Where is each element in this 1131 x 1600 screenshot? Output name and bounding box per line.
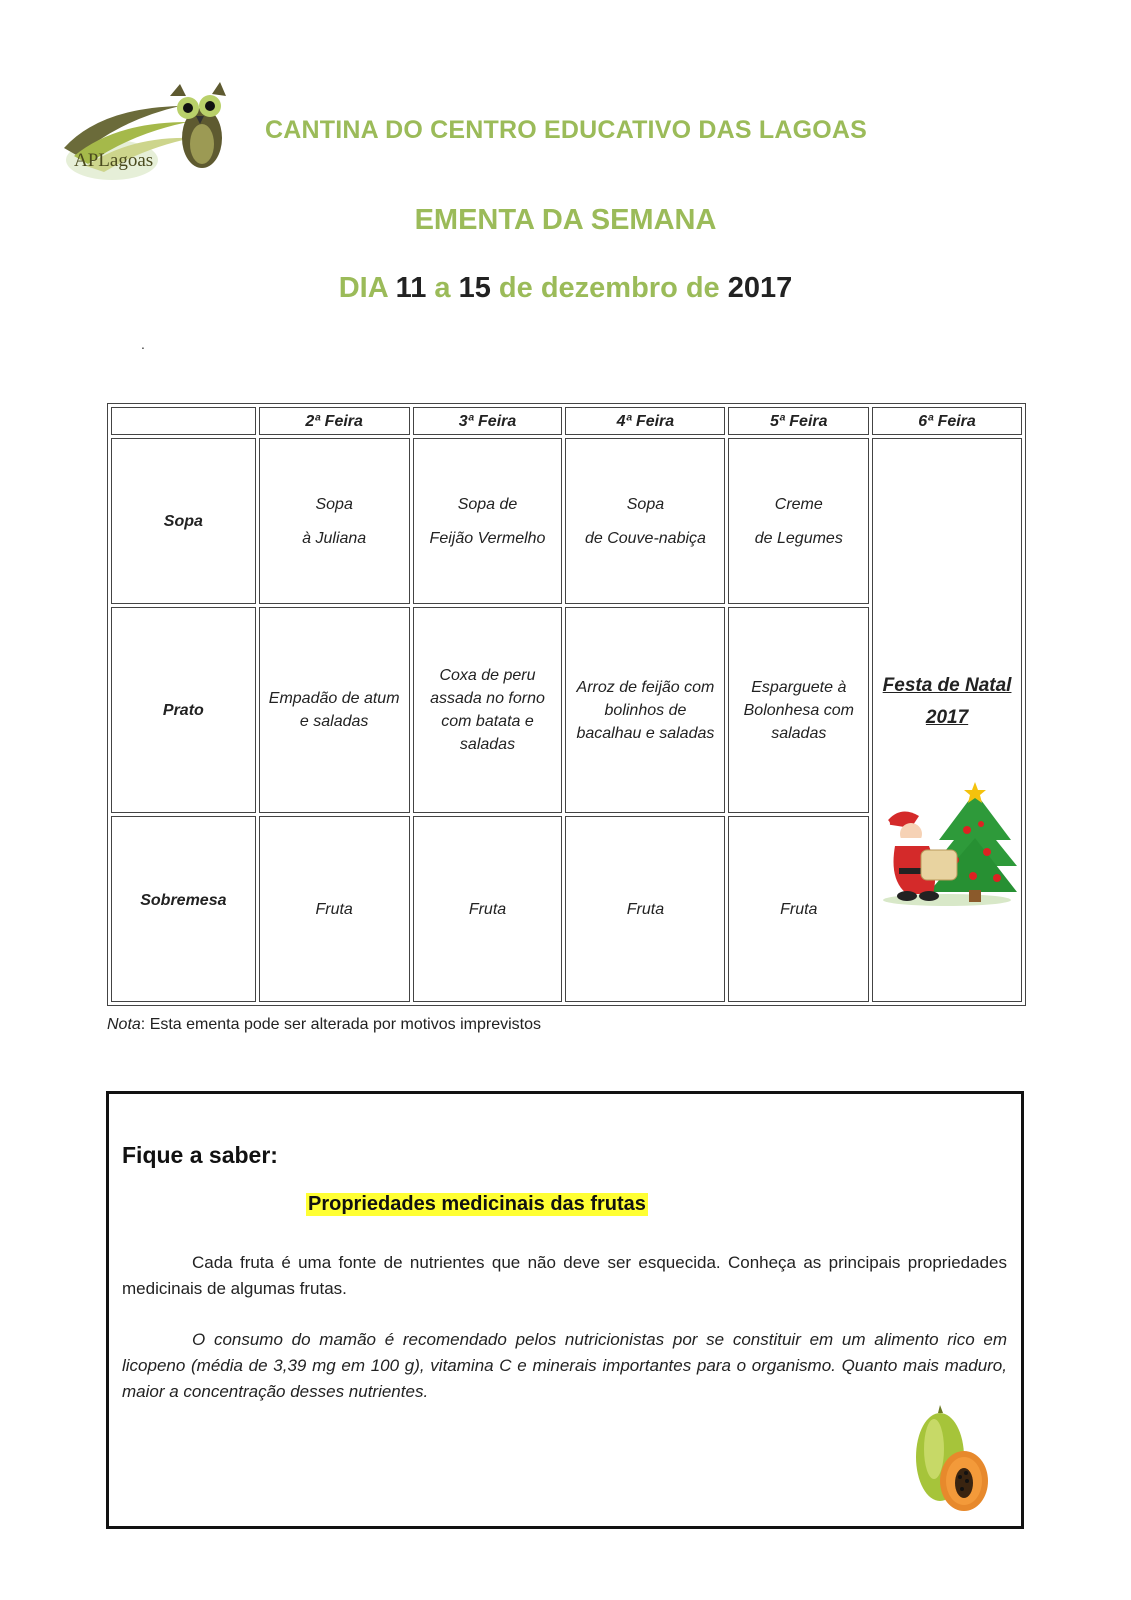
prato-cell: Arroz de feijão com bolinhos de bacalhau e saladas bbox=[565, 607, 725, 813]
aplagoas-logo bbox=[60, 78, 235, 188]
date-connector: a bbox=[426, 272, 459, 304]
note-label: Nota bbox=[107, 1016, 141, 1033]
day-header: 2ª Feira bbox=[259, 407, 410, 435]
date-prefix: DIA bbox=[338, 272, 396, 304]
sopa-line-2: Feijão Vermelho bbox=[429, 529, 546, 547]
row-label-sopa: Sopa bbox=[111, 438, 256, 604]
school-name: CANTINA DO CENTRO EDUCATIVO DAS LAGOAS bbox=[265, 116, 868, 144]
sopa-line-2: de Couve-nabiça bbox=[584, 529, 706, 547]
day-header: 5ª Feira bbox=[728, 407, 869, 435]
info-paragraph-1 bbox=[122, 1250, 1007, 1302]
prato-cell: Coxa de peru assada no forno com batata e saladas bbox=[413, 607, 563, 813]
papaya-icon bbox=[910, 1405, 992, 1515]
sopa-line-2: à Juliana bbox=[302, 529, 367, 547]
table-header-row bbox=[111, 407, 1022, 435]
info-heading: Fique a saber: bbox=[122, 1142, 278, 1168]
date-month: de dezembro de bbox=[490, 272, 728, 304]
sobremesa-cell: Fruta bbox=[728, 816, 869, 1002]
sopa-cell bbox=[728, 438, 869, 604]
sopa-line-1: Creme bbox=[774, 495, 823, 513]
christmas-santa-tree-icon bbox=[877, 780, 1017, 908]
prato-cell: Esparguete à Bolonhesa com saladas bbox=[728, 607, 869, 813]
info-paragraph-2 bbox=[122, 1327, 1007, 1405]
date-range bbox=[0, 272, 1131, 305]
row-label-prato: Prato bbox=[111, 607, 256, 813]
paragraph-2-text: O consumo do mamão é recomendado pelos nutricionistas por se constituir em um alimento rico em licopeno (média de 3,39 mg em 100 g), vitamina C e minerais importantes para o organismo. Quanto mais maduro, maior a concentração desses nutrientes. bbox=[122, 1330, 1007, 1401]
date-year: 2017 bbox=[727, 272, 793, 304]
sopa-line-1: Sopa bbox=[315, 495, 353, 513]
sopa-cell bbox=[259, 438, 410, 604]
day-header: 3ª Feira bbox=[413, 407, 563, 435]
stray-dot: . bbox=[141, 336, 145, 352]
sopa-line-2: de Legumes bbox=[754, 529, 843, 547]
sopa-line-1: Sopa de bbox=[457, 495, 518, 513]
corner-cell bbox=[111, 407, 256, 435]
friday-event-cell bbox=[872, 438, 1022, 1002]
prato-cell: Empadão de atum e saladas bbox=[259, 607, 410, 813]
day-header: 4ª Feira bbox=[565, 407, 725, 435]
sopa-cell bbox=[565, 438, 725, 604]
sopa-cell bbox=[413, 438, 563, 604]
note-text: : Esta ementa pode ser alterada por motivos imprevistos bbox=[140, 1016, 541, 1033]
sobremesa-cell: Fruta bbox=[259, 816, 410, 1002]
logo-text: APLagoas bbox=[74, 150, 154, 171]
row-label-sobremesa: Sobremesa bbox=[111, 816, 256, 1002]
table-row-sopa bbox=[111, 438, 1022, 604]
date-start-day: 11 bbox=[395, 272, 427, 304]
page-title: EMENTA DA SEMANA bbox=[414, 204, 717, 236]
sobremesa-cell: Fruta bbox=[565, 816, 725, 1002]
menu-note bbox=[107, 1016, 541, 1034]
date-end-day: 15 bbox=[458, 272, 491, 304]
weekly-menu-table bbox=[107, 403, 1026, 1006]
sobremesa-cell: Fruta bbox=[413, 816, 563, 1002]
info-subheading: Propriedades medicinais das frutas bbox=[308, 1193, 646, 1215]
sopa-line-1: Sopa bbox=[626, 495, 665, 513]
event-year: 2017 bbox=[925, 707, 969, 728]
day-header: 6ª Feira bbox=[872, 407, 1022, 435]
event-title bbox=[877, 670, 1017, 734]
paragraph-1-text: Cada fruta é uma fonte de nutrientes que não deve ser esquecida. Conheça as principais propriedades medicinais de algumas frutas. bbox=[122, 1253, 1007, 1298]
event-name: Festa de Natal bbox=[882, 675, 1012, 696]
